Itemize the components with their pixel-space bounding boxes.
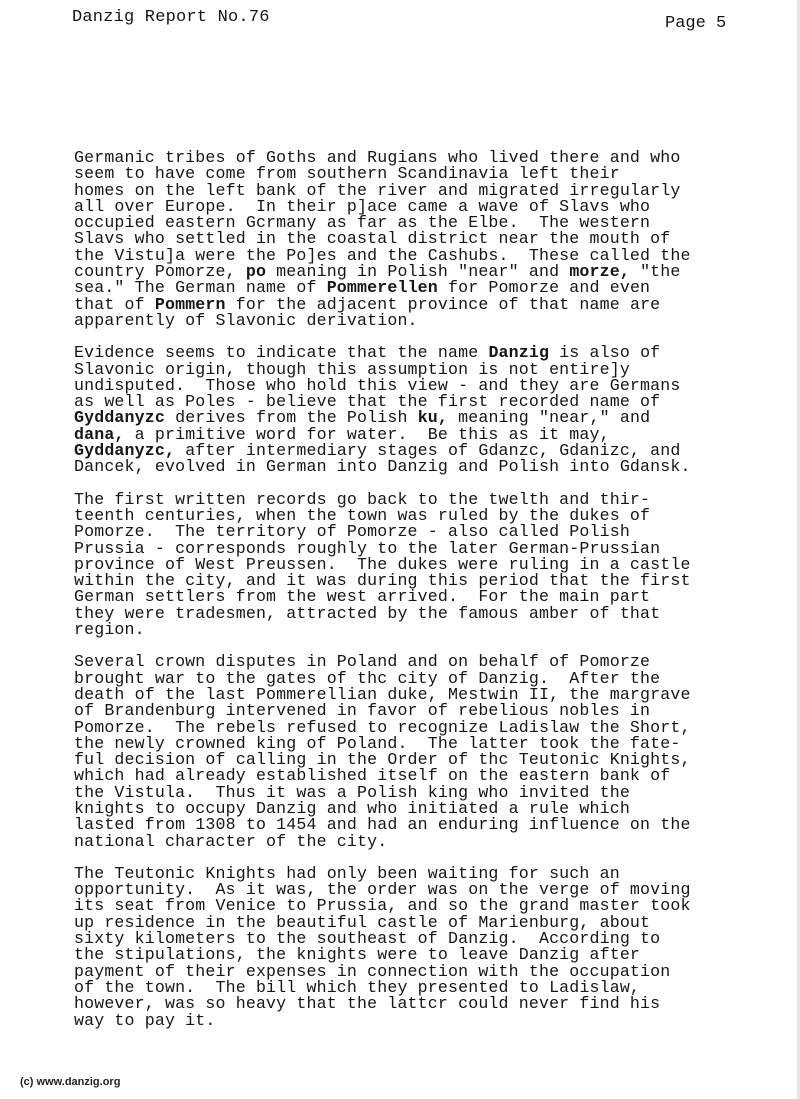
bold-term: morze, [569,262,630,282]
bold-term: Gyddanyzc [74,408,165,428]
paragraph-slavic-origins [74,150,754,329]
text-run: meaning "near," and [458,408,651,428]
bold-term: Pommerellen [326,278,438,298]
text-run: a primitive word for water. Be this as it may, [134,424,610,444]
text-run: Several crown disputes in Poland and on behalf of Pomorze brought war to the gates of thc city of Danzig. After the death of the last Pommerellian duke, Mestwin II, the margrave of Brandenburg intervened in favor of rebelious nobles in Pomorze. The rebels refused to recognize Ladislaw the Short, the newly crowned king of Poland. The latter took the fate- ful decision of calling in the Order of thc Teutonic Knights, which had already established itself on the eastern bank of the Vistula. Thus it was a Polish king who invited the knights to occupy Danzig and who initiated a rule which lasted from 1308 to 1454 and had an enduring influence on the national character of the city. [74,652,691,851]
body-text [74,150,754,1045]
text-run: after intermediary stages of Gdanzc, Gdanizc, and Dancek, evolved in German into Danzig and Polish into Gdansk. [74,441,691,477]
text-run: Evidence seems to indicate that the name [74,343,489,363]
page-number: Page 5 [665,14,727,33]
paragraph-name-danzig [74,345,754,475]
bold-term: Danzig [488,343,550,363]
paragraph-teutonic-knights [74,863,754,1030]
text-run: derives from the Polish [164,408,418,428]
report-title: Danzig Report No.76 [72,8,270,27]
text-run: The first written records go back to the twelth and thir- teenth centuries, when the town was ruled by the dukes of Pomorze. The territory of Pomorze - also called Polish Prussia - corresponds roughly to the later German-Prussian province of West Preussen. The dukes were ruling in a castle within the city, and it was during this period that the first German settlers from the west arrived. For the main part they were tradesmen, attracted by the famous amber of that region. [74,489,691,640]
text-run: "the sea." The German name of [74,262,681,298]
text-run: is also of Slavonic origin, though this assumption is not entire]y undisputed. Those who hold this view - and they are Germans as well as Poles - believe that the first recorded name of [74,343,681,412]
text-run: meaning in Polish "near" and [266,262,570,282]
bold-term: Gyddanyzc, [74,441,176,461]
text-run: Germanic tribes of Goths and Rugians who lived there and who seem to have come from southern Scandinavia left their homes on the left bank of the river and migrated irregularly all over Europe. In their p]ace came a wave of Slavs who occupied eastern Gcrmany as far as the Elbe. The western Slavs who settled in the coastal district near the mouth of the Vistu]a were the Po]es and the Cashubs. These called the country Pomorze, [74,148,691,282]
bold-term: po [245,262,267,282]
copyright-footer: (c) www.danzig.org [20,1076,121,1088]
text-run: for Pomorze and even that of [74,278,651,314]
bold-term: ku, [417,408,449,428]
bold-term: dana, [74,424,125,444]
paragraph-written-records [74,489,754,640]
bold-term: Pommern [154,294,226,314]
text-run: The Teutonic Knights had only been waiting for such an opportunity. As it was, the order was on the verge of moving its seat from Venice to Prussia, and so the grand master took up residence in the beautiful castle of Marienburg, about sixty kilometers to the southeast of Danzig. According to the stipulations, the knights were to leave Danzig after payment of their expenses in connection with the occupation of the town. The bill which they presented to Ladislaw, however, was so heavy that the lattcr could never find his way to pay it. [74,863,691,1030]
text-run: for the adjacent province of that name are apparently of Slavonic derivation. [74,294,661,330]
paragraph-crown-disputes [74,654,754,850]
